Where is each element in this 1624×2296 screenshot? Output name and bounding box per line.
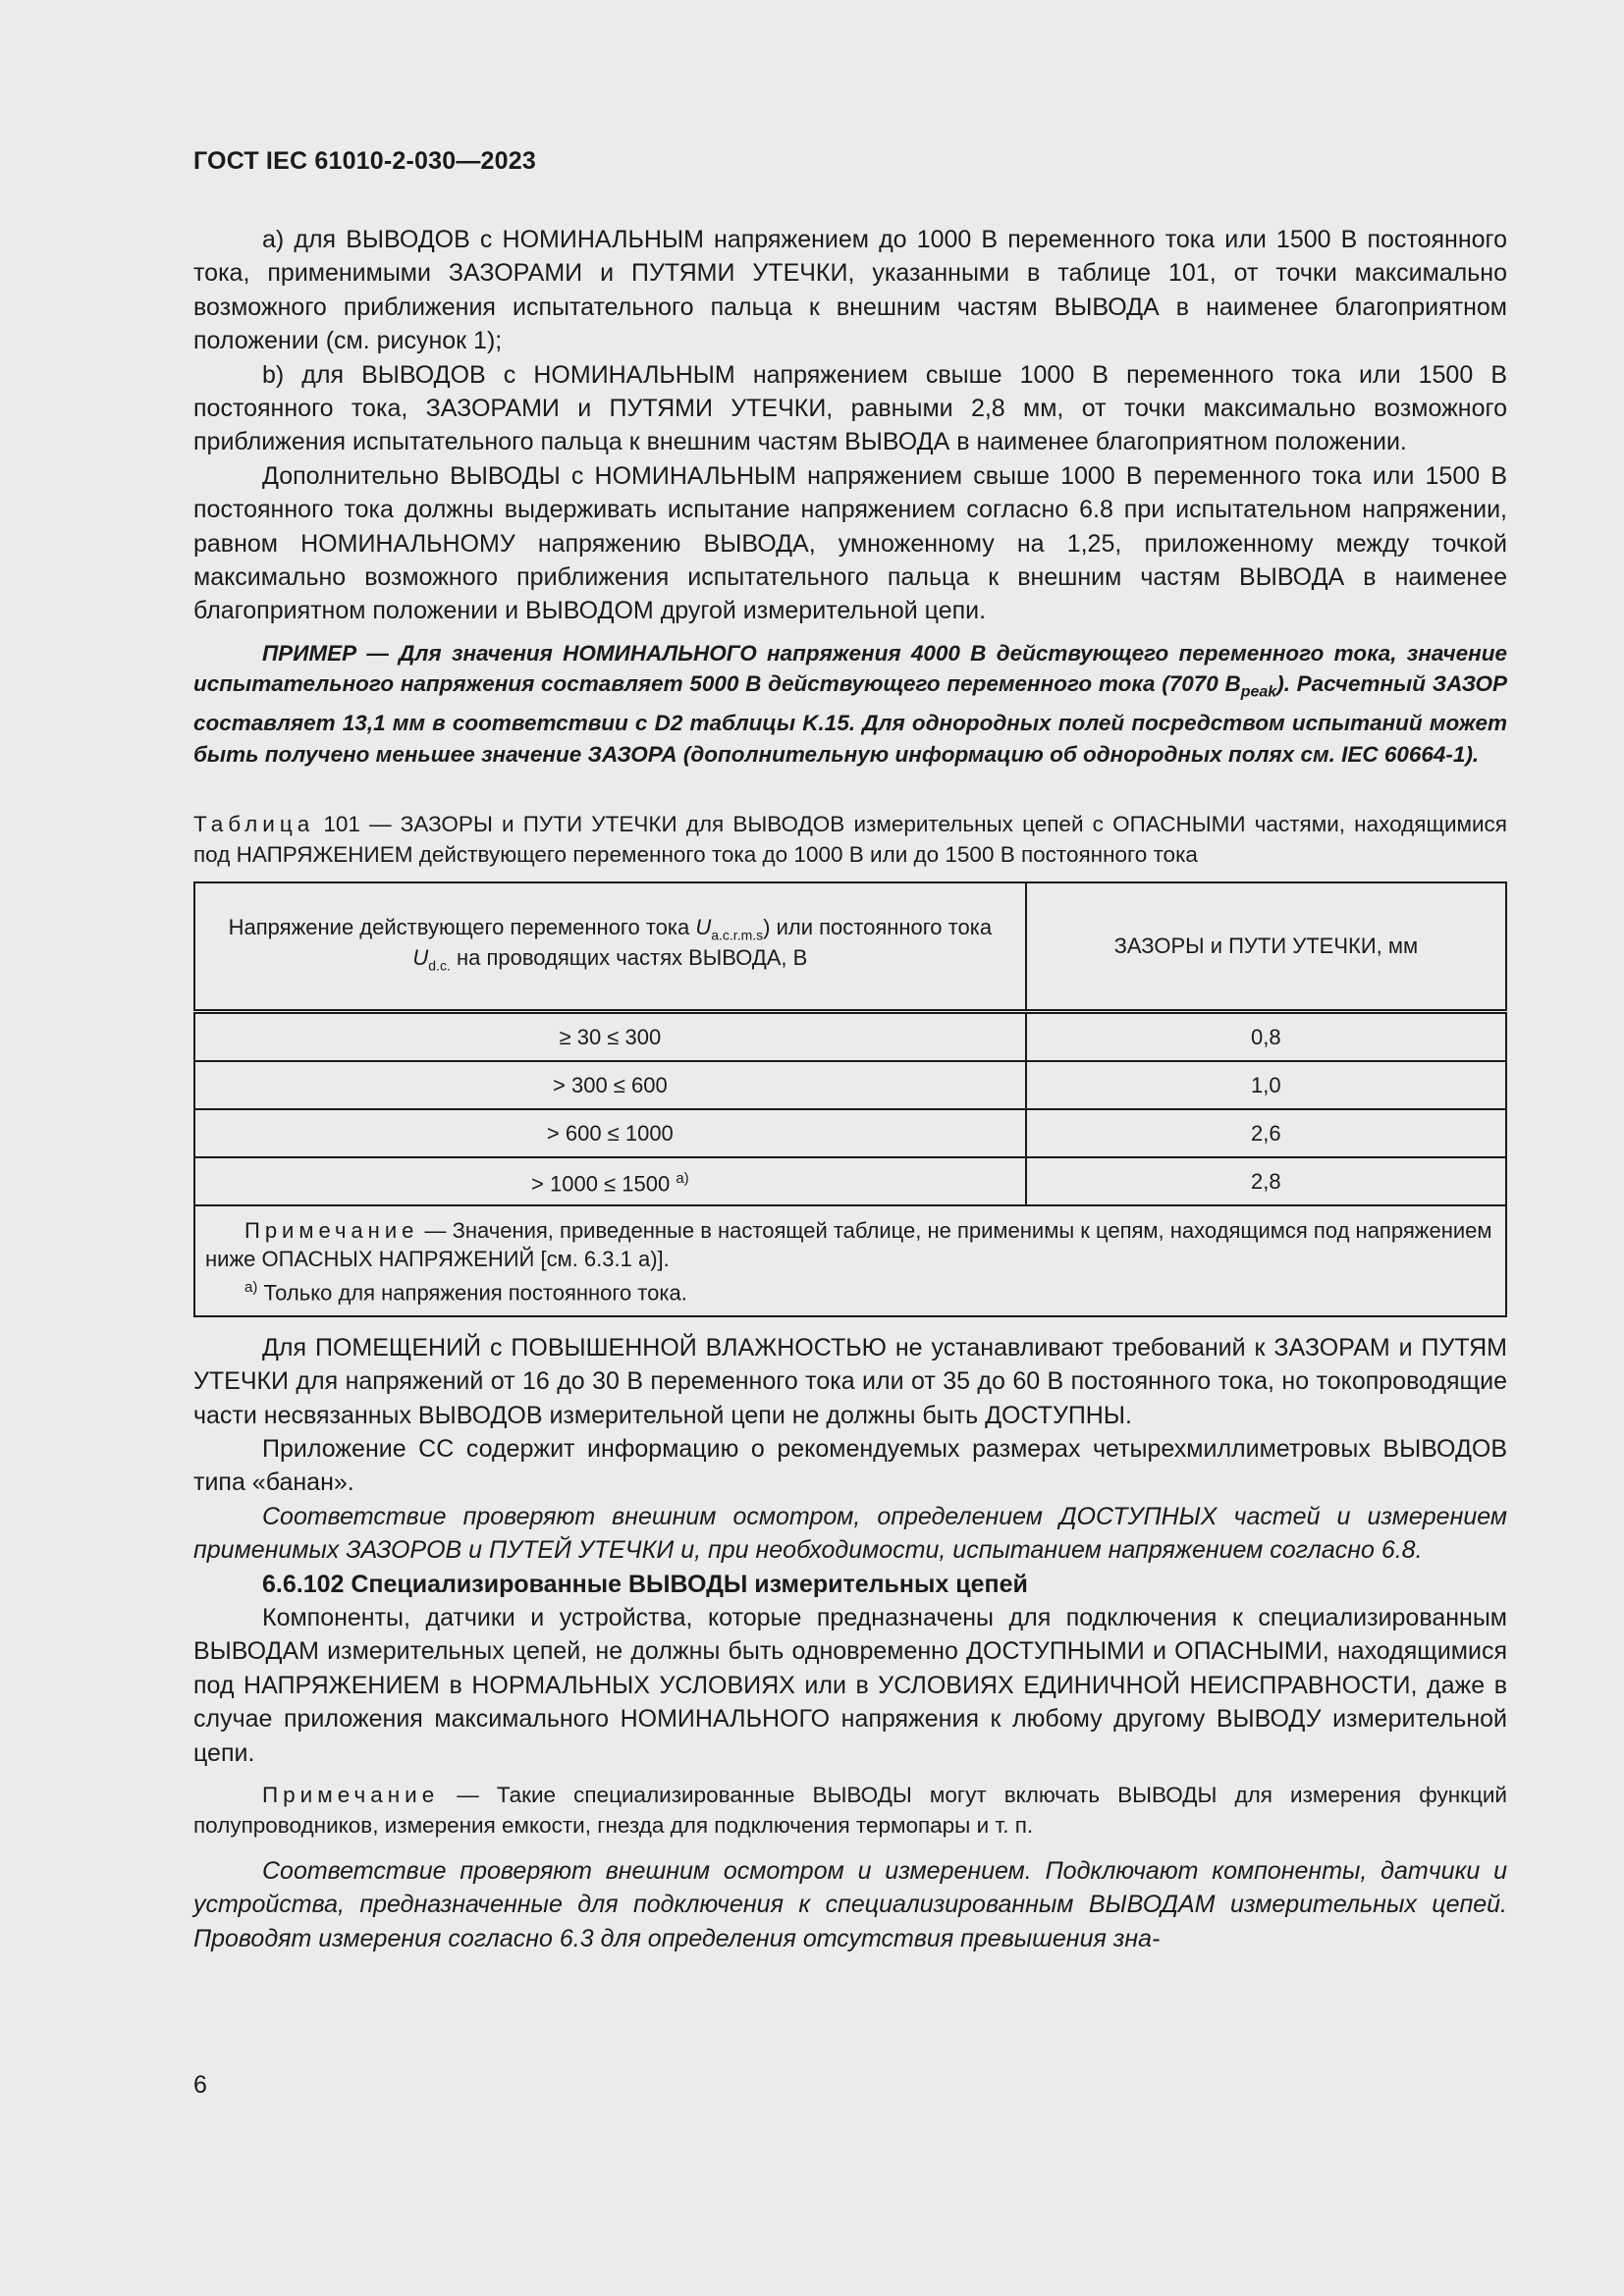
clearance-table xyxy=(193,881,1507,1316)
section-heading: 6.6.102 Специализированные ВЫВОДЫ измерительных цепей xyxy=(262,1570,1028,1598)
table-footnote-mark: a) xyxy=(244,1279,258,1297)
table-note-label: Примечание xyxy=(244,1218,419,1244)
footnote-ref: a) xyxy=(676,1170,689,1187)
table-row xyxy=(194,1157,1506,1205)
paragraph-humid: Для ПОМЕЩЕНИЙ с ПОВЫШЕННОЙ ВЛАЖНОСТЬЮ не устанавливают требований к ЗАЗОРАМ и ПУТЯМ УТЕЧКИ для напряжений от 16 до 30 В переменного тока или от 35 до 60 В постоянного тока, но токопроводящие части несвязанных ВЫВОДОВ измерительной цепи не должны быть ДОСТУПНЫ. xyxy=(193,1333,1507,1429)
table-row xyxy=(194,1012,1506,1062)
clearance-cell: 2,8 xyxy=(1026,1157,1506,1205)
clearance-cell: 0,8 xyxy=(1026,1012,1506,1062)
header-voltage: Напряжение действующего переменного тока $U_{a.c.r.m.s}$) или постоянного тока $U_{d.c.}$ на проводящих частях ВЫВОДА, В xyxy=(194,882,1026,1012)
table-row xyxy=(194,1109,1506,1157)
paragraph-a: а) для ВЫВОДОВ с НОМИНАЛЬНЫМ напряжением до 1000 В переменного тока или 1500 В постоянного тока, применимыми ЗАЗОРАМИ и ПУТЯМИ УТЕЧКИ, указанными в таблице 101, от точки максимально возможного приближения испытательного пальца к внешним частям ВЫВОДА в наименее благоприятном положении (см. рисунок 1); xyxy=(193,226,1507,355)
example-subscript: peak xyxy=(1240,683,1277,701)
voltage-cell: > 600 ≤ 1000 xyxy=(194,1109,1026,1157)
header-clearance: ЗАЗОРЫ и ПУТИ УТЕЧКИ, мм xyxy=(1026,882,1506,1012)
paragraph-compliance-2: Соответствие проверяют внешним осмотром и измерением. Подключают компоненты, датчики и устройства, предназначенные для подключения к специализированным ВЫВОДАМ измерительных цепей. Проводят измерения согласно 6.3 для определения отсутствия превышения зна- xyxy=(193,1856,1507,1952)
note-label: Примечание xyxy=(262,1782,440,1807)
paragraph-components: Компоненты, датчики и устройства, которые предназначены для подключения к специализированным ВЫВОДАМ измерительных цепей, не должны быть одновременно ДОСТУПНЫМИ и ОПАСНЫМИ, находящимися под НАПРЯЖЕНИЕМ в НОРМАЛЬНЫХ УСЛОВИЯХ или в УСЛОВИЯХ ЕДИНИЧНОЙ НЕИСПРАВНОСТИ, даже в случае приложения максимального НОМИНАЛЬНОГО напряжения к любому другому ВЫВОДУ измерительной цепи. xyxy=(193,1603,1507,1767)
table-note-row xyxy=(194,1205,1506,1315)
table-note-text: — Значения, приведенные в настоящей таблице, не применимы к цепям, находящимся под напряжением ниже ОПАСНЫХ НАПРЯЖЕНИЙ [см. 6.3.1 а)]. xyxy=(205,1218,1492,1272)
note-paragraph xyxy=(193,1780,1507,1841)
table-row xyxy=(194,1061,1506,1109)
example-paragraph xyxy=(193,638,1507,771)
page-number: 6 xyxy=(193,2071,207,2099)
table-caption xyxy=(193,809,1507,870)
example-text-1: ПРИМЕР — Для значения НОМИНАЛЬНОГО напряжения 4000 В действующего переменного тока, значение испытательного напряжения составляет 5000 В действующего переменного тока (7070 В xyxy=(193,640,1507,697)
voltage-cell: > 300 ≤ 600 xyxy=(194,1061,1026,1109)
voltage-cell: > 1000 ≤ 1500 $^{a)}$ xyxy=(194,1157,1026,1205)
paragraph-compliance-1: Соответствие проверяют внешним осмотром, определением ДОСТУПНЫХ частей и измерением применимых ЗАЗОРОВ и ПУТЕЙ УТЕЧКИ и, при необходимости, испытанием напряжением согласно 6.8. xyxy=(193,1502,1507,1565)
table-caption-text: 101 — ЗАЗОРЫ и ПУТИ УТЕЧКИ для ВЫВОДОВ измерительных цепей с ОПАСНЫМИ частями, находящимися под НАПРЯЖЕНИЕМ действующего переменного тока до 1000 В или до 1500 В постоянного тока xyxy=(193,812,1507,868)
example-text-2: ). Расчетный ЗАЗОР составляет 13,1 мм в соответствии с D2 таблицы K.15. Для однородных полей посредством испытаний может быть получено меньшее значение ЗАЗОРА (дополнительную информацию об однородных полях см. IEC 60664-1). xyxy=(193,671,1507,767)
clearance-cell: 1,0 xyxy=(1026,1061,1506,1109)
page-content xyxy=(193,223,1507,1955)
note-text: — Такие специализированные ВЫВОДЫ могут включать ВЫВОДЫ для измерения функций полупроводников, измерения емкости, гнезда для подключения термопары и т. п. xyxy=(193,1782,1507,1838)
table-note xyxy=(194,1205,1506,1315)
paragraph-annex: Приложение СС содержит информацию о рекомендуемых размерах четырехмиллиметровых ВЫВОДОВ типа «банан». xyxy=(193,1434,1507,1497)
document-header: ГОСТ IEC 61010-2-030—2023 xyxy=(193,147,536,175)
paragraph-additional: Дополнительно ВЫВОДЫ с НОМИНАЛЬНЫМ напряжением свыше 1000 В переменного тока или 1500 В постоянного тока должны выдерживать испытание напряжением согласно 6.8 при испытательном напряжении, равном НОМИНАЛЬНОМУ напряжению ВЫВОДА, умноженному на 1,25, приложенному между точкой максимально возможного приближения испытательного пальца к внешним частям ВЫВОДА в наименее благоприятном положении и ВЫВОДОМ другой измерительной цепи. xyxy=(193,461,1507,625)
clearance-cell: 2,6 xyxy=(1026,1109,1506,1157)
table-caption-label: Таблица xyxy=(193,812,315,837)
voltage-cell: ≥ 30 ≤ 300 xyxy=(194,1012,1026,1062)
table-header-row xyxy=(194,882,1506,1012)
paragraph-b: b) для ВЫВОДОВ с НОМИНАЛЬНЫМ напряжением свыше 1000 В переменного тока или 1500 В постоянного тока, ЗАЗОРАМИ и ПУТЯМИ УТЕЧКИ, равными 2,8 мм, от точки максимально возможного приближения испытательного пальца к внешним частям ВЫВОДА в наименее благоприятном положении. xyxy=(193,360,1507,456)
table-footnote-text: Только для напряжения постоянного тока. xyxy=(257,1280,687,1306)
